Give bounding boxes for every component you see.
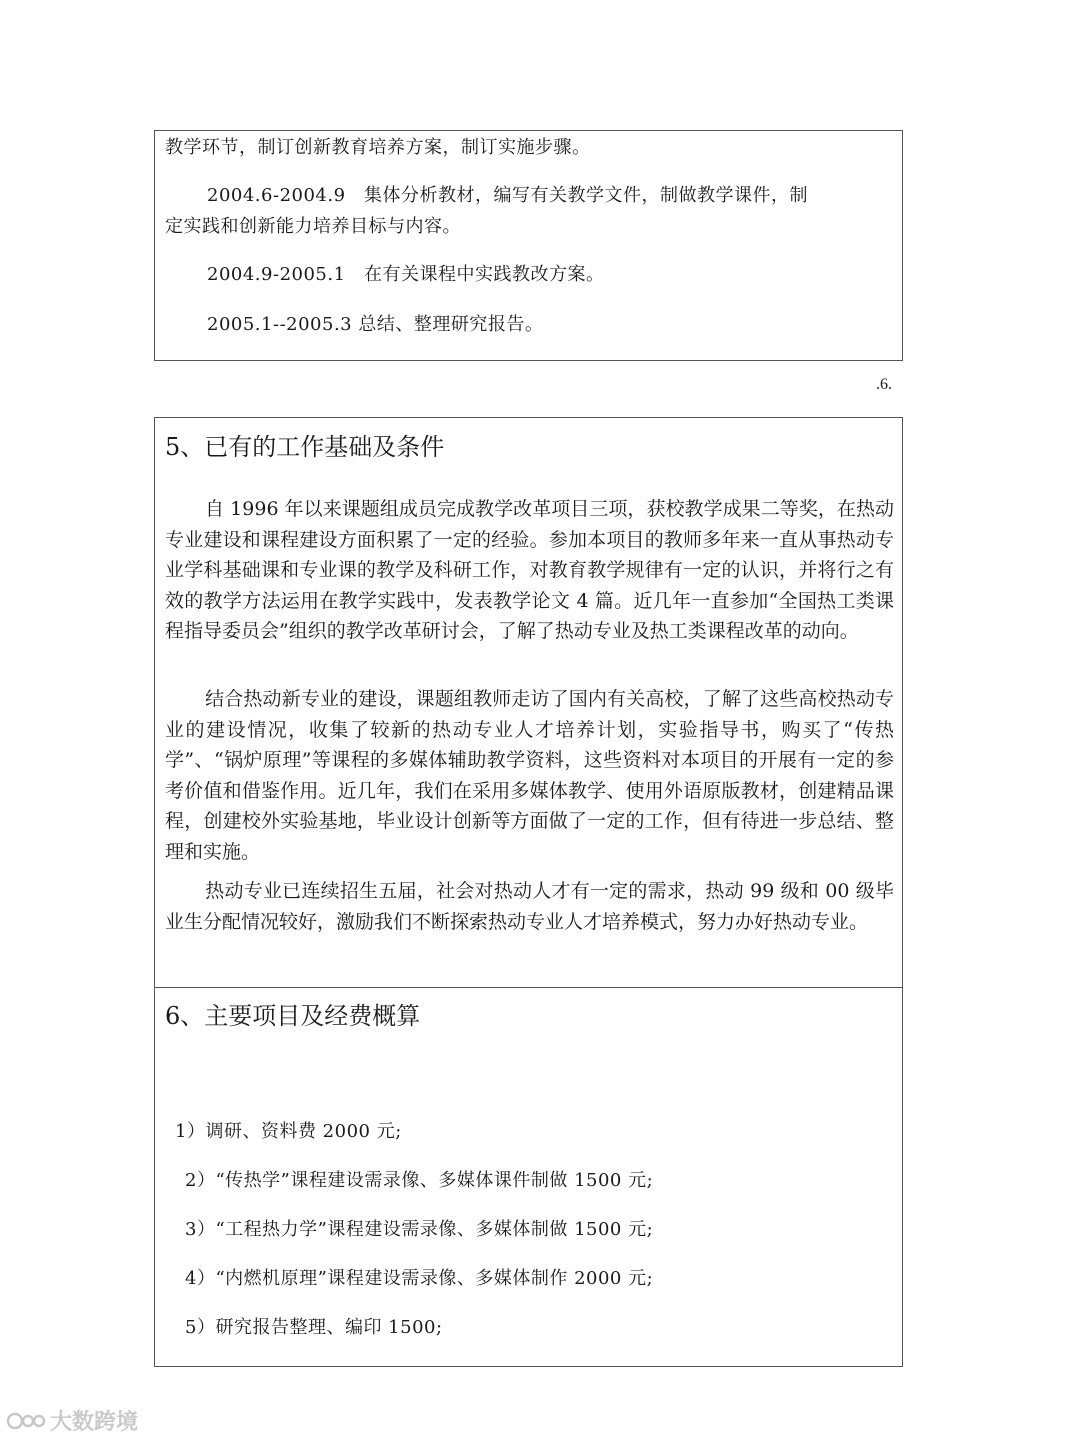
top-line-4: 2004.9-2005.1 在有关课程中实践教改方案。	[207, 264, 605, 285]
page-number: .6.	[876, 376, 892, 393]
section6-heading: 6、主要项目及经费概算	[165, 1002, 421, 1030]
top-line-1: 教学环节，制订创新教育培养方案，制订实施步骤。	[165, 137, 591, 158]
watermark-text: 大数跨境	[50, 1410, 139, 1435]
section5-paragraph-3: 热动专业已连续招生五届，社会对热动人才有一定的需求，热动 99 级和 00 级毕业生分配情况较好，激励我们不断探索热动专业人才培养模式，努力办好热动专业。	[165, 880, 894, 933]
watermark	[6, 1405, 138, 1436]
budget-item-1: 1）调研、资料费 2000 元;	[175, 1121, 402, 1142]
logo-icon	[6, 1408, 46, 1434]
budget-item-2: 2）“传热学”课程建设需录像、多媒体课件制做 1500 元;	[185, 1170, 654, 1191]
top-line-2: 2004.6-2004.9 集体分析教材，编写有关教学文件，制做教学课件，制	[207, 185, 809, 206]
top-line-3: 定实践和创新能力培养目标与内容。	[165, 216, 461, 237]
budget-item-5: 5）研究报告整理、编印 1500;	[185, 1317, 443, 1338]
section-divider	[155, 987, 902, 988]
budget-item-3: 3）“工程热力学”课程建设需录像、多媒体制做 1500 元;	[185, 1219, 654, 1240]
section5-paragraph-2: 结合热动新专业的建设，课题组教师走访了国内有关高校，了解了这些高校热动专业的建设情况，收集了较新的热动专业人才培养计划，实验指导书，购买了“传热学”、“锅炉原理”等课程的多媒体辅助教学资料，这些资料对本项目的开展有一定的参考价值和借鉴作用。近几年，我们在采用多媒体教学、使用外语原版教材，创建精品课程，创建校外实验基地，毕业设计创新等方面做了一定的工作，但有待进一步总结、整理和实施。	[165, 688, 894, 863]
top-line-5: 2005.1--2005.3 总结、整理研究报告。	[207, 314, 544, 335]
section5-heading: 5、已有的工作基础及条件	[165, 433, 445, 461]
section5-paragraph-1: 自 1996 年以来课题组成员完成教学改革项目三项，获校教学成果二等奖，在热动专业建设和课程建设方面积累了一定的经验。参加本项目的教师多年来一直从事热动专业学科基础课和专业课的教学及科研工作，对教育教学规律有一定的认识，并将行之有效的教学方法运用在教学实践中，发表教学论文 4 篇。近几年一直参加“全国热工类课程指导委员会”组织的教学改革研讨会，了解了热动专业及热工类课程改革的动向。	[165, 498, 894, 642]
top-section-box	[154, 130, 903, 361]
budget-item-4: 4）“内燃机原理”课程建设需录像、多媒体制作 2000 元;	[185, 1268, 654, 1289]
bottom-section-box	[154, 417, 903, 1367]
